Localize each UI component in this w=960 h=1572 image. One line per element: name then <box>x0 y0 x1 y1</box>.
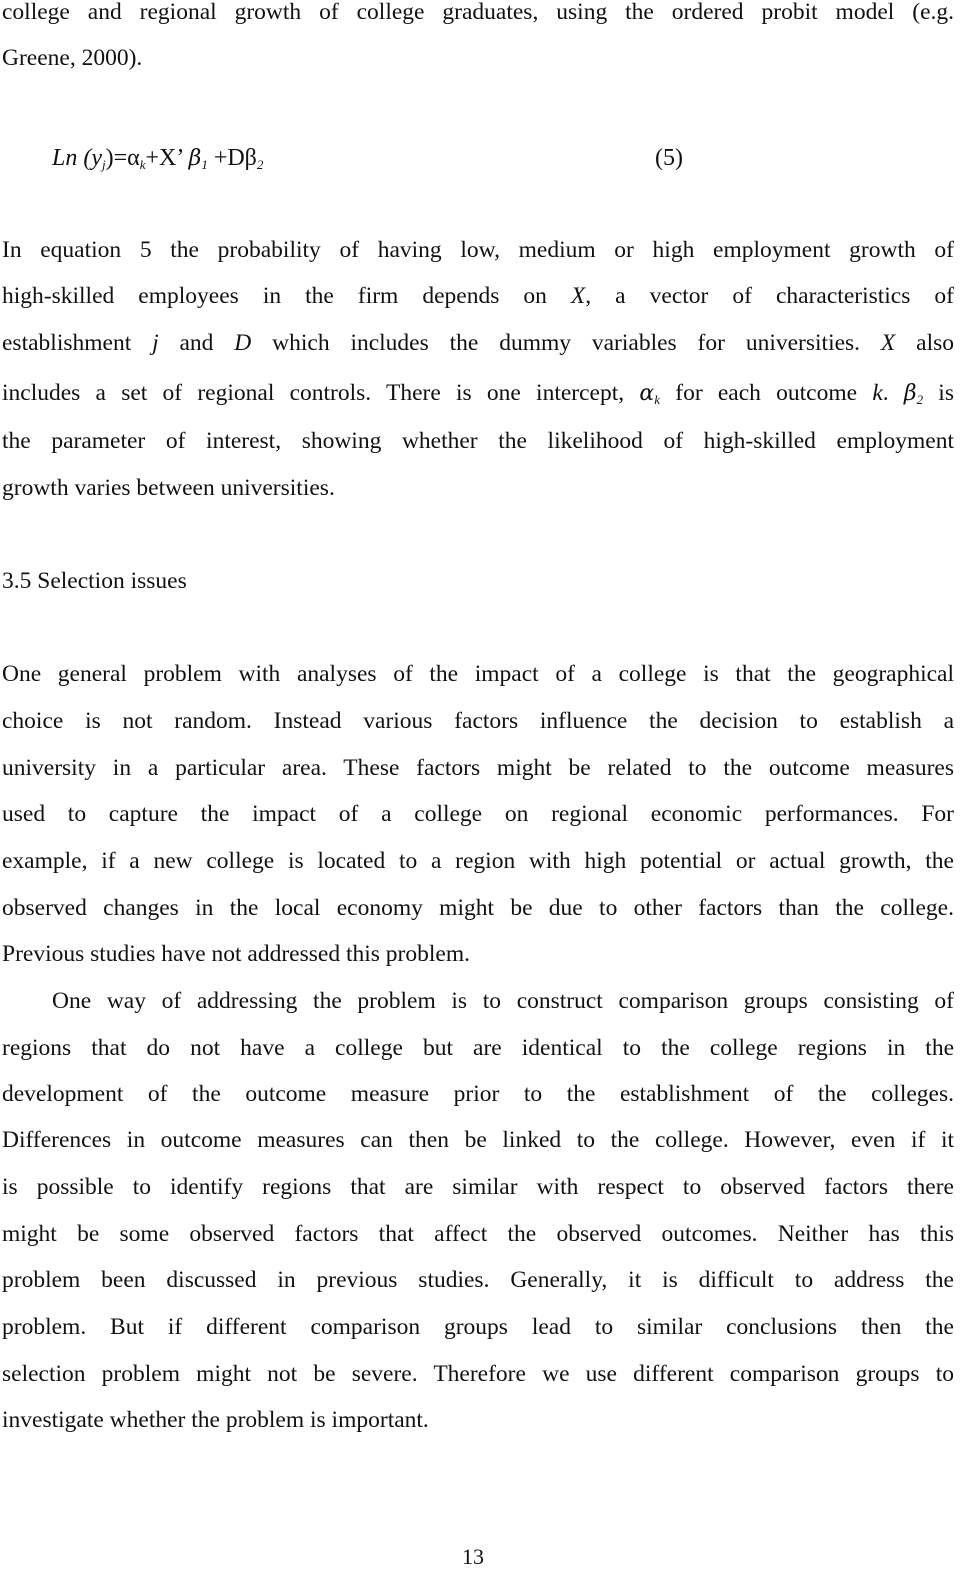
text-line: includes a set of regional controls. There is one intercept, $\alpha_k$ for each outcome k. $\beta_2$ is <box>2 380 954 407</box>
text-line: observed changes in the local economy might be due to other factors than the college. <box>2 895 954 921</box>
text-line: the parameter of interest, showing whether the likelihood of high-skilled employment <box>2 428 954 454</box>
text-line: establishment j and D which includes the dummy variables for universities. X also <box>2 330 955 356</box>
text-line: might be some observed factors that affect the observed outcomes. Neither has this <box>2 1221 954 1247</box>
text-line: growth varies between universities. <box>2 475 335 501</box>
equation-number: (5) <box>655 145 683 171</box>
text-line: university in a particular area. These factors might be related to the outcome measures <box>2 755 954 781</box>
text-line: Greene, 2000). <box>2 45 143 71</box>
text-line: development of the outcome measure prior to the establishment of the colleges. <box>2 1081 954 1107</box>
text-line: problem been discussed in previous studies. Generally, it is difficult to address the <box>2 1267 954 1293</box>
page-number: 13 <box>462 1544 484 1569</box>
text-line: is possible to identify regions that are similar with respect to observed factors there <box>2 1174 954 1200</box>
text-line: investigate whether the problem is important. <box>2 1407 429 1433</box>
text-line: used to capture the impact of a college on regional economic performances. For <box>2 801 954 827</box>
text-line: One general problem with analyses of the impact of a college is that the geographical <box>2 661 954 687</box>
text-line: example, if a new college is located to a region with high potential or actual growth, the <box>2 848 954 874</box>
text-line: high-skilled employees in the firm depends on X, a vector of characteristics of <box>2 283 954 309</box>
text-line: choice is not random. Instead various factors influence the decision to establish a <box>2 708 954 734</box>
text-line: regions that do not have a college but are identical to the college regions in the <box>2 1035 954 1061</box>
equation-5: Ln $(y_j)=\alpha_k+X$’ $\beta_1 +D\beta_2$ <box>52 145 264 172</box>
text-line: Differences in outcome measures can then be linked to the college. However, even if it <box>2 1127 954 1153</box>
section-heading: 3.5 Selection issues <box>2 568 187 594</box>
text-line: selection problem might not be severe. Therefore we use different comparison groups to <box>2 1361 954 1387</box>
text-line: One way of addressing the problem is to construct comparison groups consisting of <box>52 988 954 1014</box>
text-line: Previous studies have not addressed this problem. <box>2 941 470 967</box>
text-line: college and regional growth of college graduates, using the ordered probit model (e.g. <box>2 0 954 25</box>
text-line: problem. But if different comparison groups lead to similar conclusions then the <box>2 1314 954 1340</box>
text-line: In equation 5 the probability of having low, medium or high employment growth of <box>2 237 954 263</box>
